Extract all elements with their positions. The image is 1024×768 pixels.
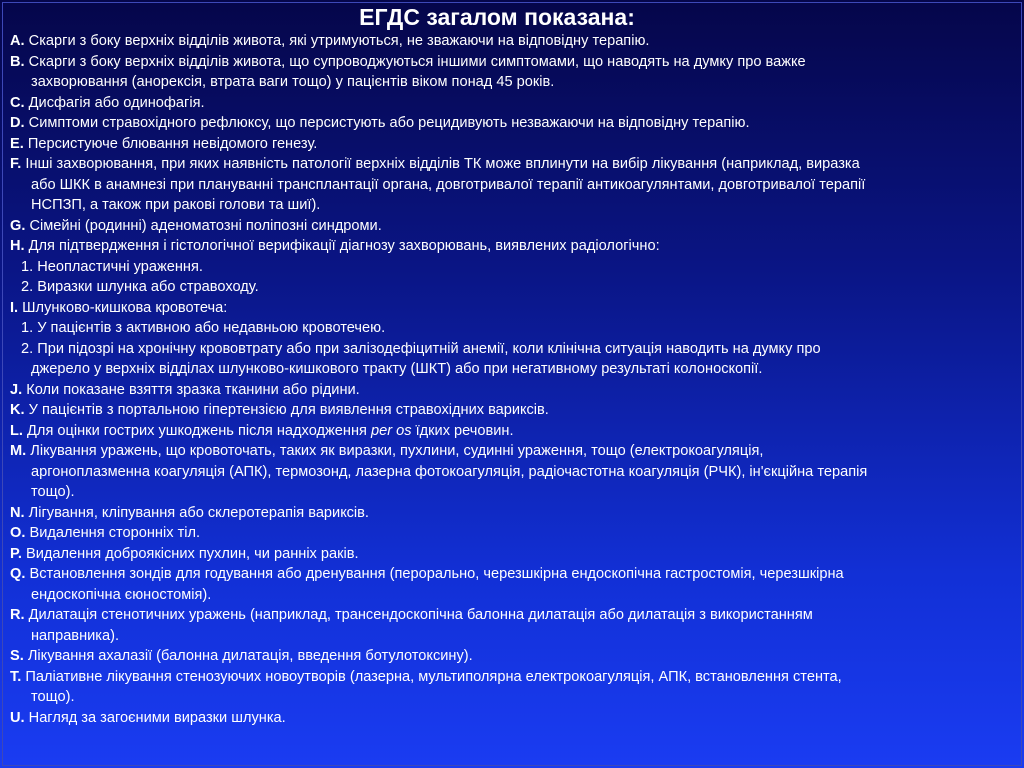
list-item	[10, 400, 1014, 421]
list-item	[10, 708, 1014, 729]
sub-item-line: 1. У пацієнтів з активною або недавньою кровотечею.	[21, 320, 386, 336]
item-letter: G.	[10, 217, 26, 234]
item-text: Коли показане взяття зразка тканини або рідини.	[26, 381, 360, 398]
item-text: Симптоми стравохідного рефлюксу, що персистують або рецидивують незважаючи на відповідну терапію.	[28, 115, 750, 131]
sub-item-line: джерело у верхніх відділах шлунково-кишкового тракту (ШКТ) або при негативному результаті колоноскопії.	[31, 361, 763, 377]
item-text: Інші захворювання, при яких наявність патології верхніх відділів ТК може вплинути на вибір лікування (наприклад, виразка	[25, 156, 860, 172]
item-text: Шлунково-кишкова кровотеча:	[22, 299, 228, 316]
item-letter: R.	[10, 607, 25, 623]
slide-title: ЕГДС загалом показана:	[359, 4, 635, 30]
item-text: У пацієнтів з портальною гіпертензією для виявлення стравохідних варикcів.	[28, 402, 549, 418]
item-letter: T.	[10, 668, 22, 685]
item-letter: U.	[10, 709, 25, 726]
list-item	[10, 113, 1014, 134]
item-letter: L.	[10, 422, 23, 439]
list-item	[10, 667, 1014, 688]
item-letter: M.	[10, 443, 27, 459]
list-item	[10, 503, 1014, 524]
list-item	[10, 564, 1014, 585]
indications-list	[10, 31, 1014, 728]
item-letter: Q.	[10, 566, 26, 582]
item-text: Видалення сторонніх тіл.	[29, 525, 201, 541]
item-continuation: НСПЗП, а також при ракові голови та шиї).	[31, 197, 321, 213]
item-letter: H.	[10, 238, 25, 254]
item-letter: P.	[10, 545, 22, 562]
item-text: Персистуюче блювання невідомого генезу.	[27, 135, 318, 152]
item-text: Дилатація стенотичних уражень (наприклад, трансендоскопічна балонна дилатація або дилатація з використанням	[28, 607, 813, 623]
list-item	[10, 93, 1014, 114]
item-letter: N.	[10, 504, 25, 521]
item-letter: A.	[10, 33, 25, 49]
list-item	[10, 298, 1014, 319]
item-text: їдких речовин.	[411, 422, 514, 439]
list-item	[10, 380, 1014, 401]
item-text: Скарги з боку верхніх відділів живота, що супроводжуються іншими симптомами, що наводять на думку про важке	[28, 53, 806, 70]
item-letter: C.	[10, 94, 25, 111]
list-item	[10, 134, 1014, 155]
list-item	[10, 236, 1014, 257]
list-item	[10, 646, 1014, 667]
item-letter: F.	[10, 156, 22, 172]
item-letter: E.	[10, 135, 24, 152]
list-item	[10, 523, 1014, 544]
item-continuation: тощо).	[31, 484, 75, 500]
item-text: Паліативне лікування стенозуючих новоутворів (лазерна, мультиполярна електрокоагуляція, АПК, встановлення стента,	[25, 668, 842, 685]
list-item	[10, 31, 1014, 52]
item-continuation: або ШКК в анамнезі при плануванні трансплантації органа, довготривалої терапії антикоагулянтами, довготривалої терапії	[31, 176, 866, 193]
sub-item-line: 2. Виразки шлунка або стравоходу.	[21, 279, 259, 295]
item-text: Для оцінки гострих ушкоджень після надходження	[27, 422, 371, 439]
sub-item-line: 2. При підозрі на хронічну крововтрату або при залізодефіцитній анемії, коли клінічна ситуація наводить на думку про	[21, 340, 821, 357]
item-text: Лігування, кліпування або склеротерапія варикcів.	[28, 504, 369, 521]
list-item	[10, 154, 1014, 175]
item-letter: I.	[10, 299, 19, 316]
item-text: Лікування ахалазії (балонна дилатація, введення ботулотоксину).	[27, 648, 473, 664]
item-letter: D.	[10, 115, 25, 131]
item-letter: K.	[10, 402, 25, 418]
item-continuation: ендоскопічна єюностомія).	[31, 586, 212, 603]
list-item	[10, 216, 1014, 237]
item-letter: S.	[10, 648, 24, 664]
item-continuation: захворювання (анорексія, втрата ваги тощо) у пацієнтів віком понад 45 років.	[31, 74, 555, 90]
list-item	[10, 605, 1014, 626]
item-continuation: направника).	[31, 627, 120, 644]
item-text: Лікування уражень, що кровоточать, таких як виразки, пухлини, судинні ураження, тощо (електрокоагуляція,	[30, 443, 764, 459]
sub-item-line: 1. Неопластичні ураження.	[21, 258, 203, 275]
item-letter: J.	[10, 381, 23, 398]
item-continuation: аргоноплазменна коагуляція (АПК), термозонд, лазерна фотокоагуляція, радіочастотна коагуляція (РЧК), ін'єкційна терапія	[31, 463, 868, 480]
list-item	[10, 421, 1014, 442]
item-text: Дисфагія або одинофагія.	[28, 94, 205, 111]
item-text: Нагляд за загоєними виразки шлунка.	[28, 709, 286, 726]
item-text: Сімейні (родинні) аденоматозні поліпозні синдроми.	[29, 217, 382, 234]
item-text: Для підтвердження і гістологічної верифікації діагнозу захворювань, виявлених радіологічно:	[28, 238, 660, 254]
item-letter: O.	[10, 525, 26, 541]
list-item	[10, 52, 1014, 73]
item-italic-term: per os	[370, 422, 412, 439]
list-item	[10, 441, 1014, 462]
list-item	[10, 544, 1014, 565]
item-letter: B.	[10, 53, 25, 70]
item-text: Скарги з боку верхніх відділів живота, які утримуються, не зважаючи на відповідну терапію.	[28, 33, 650, 49]
item-text: Встановлення зондів для годування або дренування (перорально, черезшкірна ендоскопічна гастростомія, черезшкірна	[29, 566, 844, 582]
item-text: Видалення доброякісних пухлин, чи ранніх раків.	[25, 545, 359, 562]
item-continuation: тощо).	[31, 689, 75, 705]
